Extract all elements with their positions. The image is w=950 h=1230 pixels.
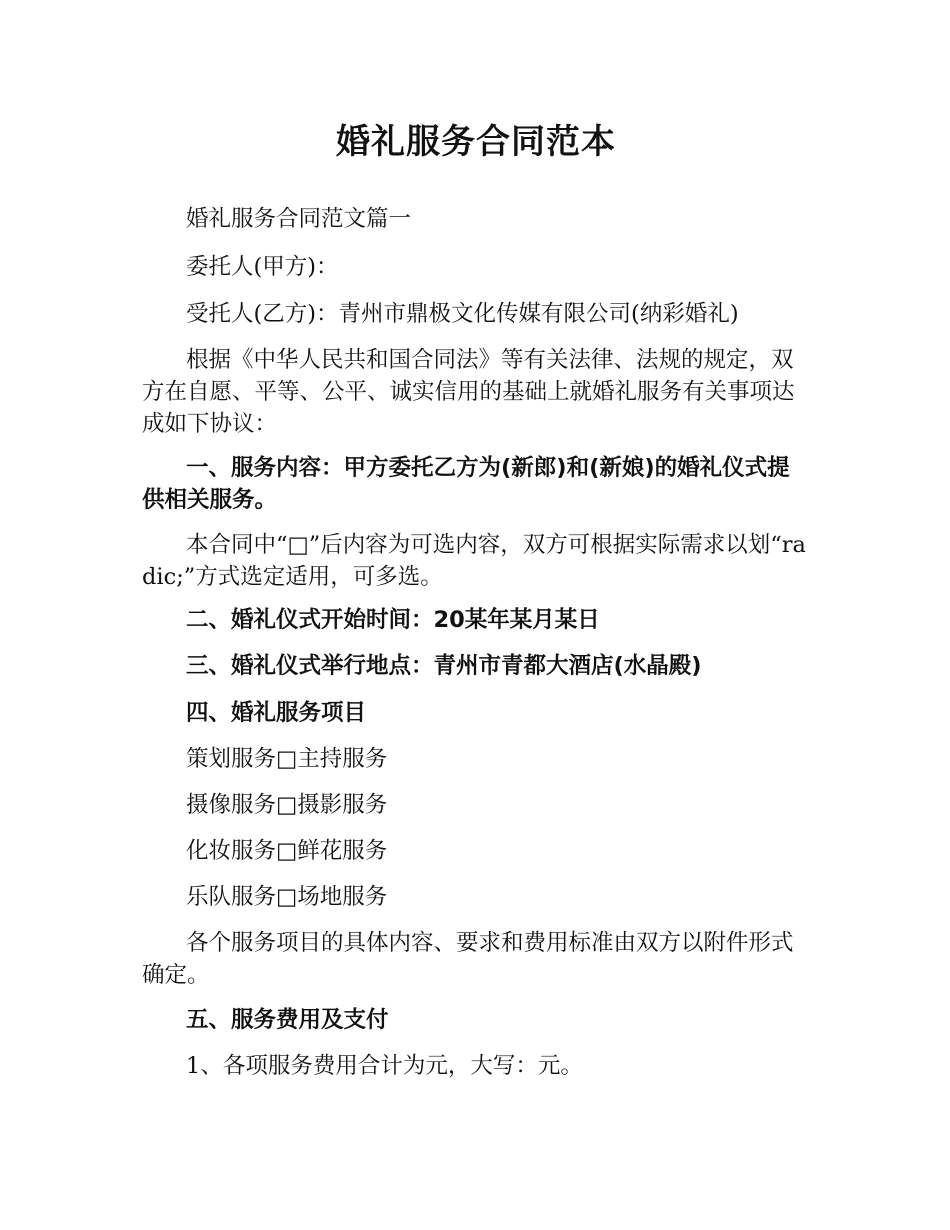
- service-item-line: 乐队服务□场地服务: [186, 884, 388, 910]
- section-heading-fees: 五、服务费用及支付: [186, 1007, 389, 1033]
- service-item-line: 策划服务□主持服务: [186, 746, 388, 772]
- section-heading-service-items: 四、婚礼服务项目: [186, 700, 367, 726]
- section-heading-start-time: 二、婚礼仪式开始时间：20某年某月某日: [186, 607, 600, 633]
- paragraph-subtitle: 婚礼服务合同范文篇一: [186, 206, 412, 232]
- paragraph-attachment-note: 各个服务项目的具体内容、要求和费用标准由双方以附件形式确定。: [142, 930, 794, 988]
- paragraph-fee-total: 1、各项服务费用合计为元，大写：元。: [186, 1053, 583, 1079]
- paragraph-preamble: 根据《中华人民共和国合同法》等有关法律、法规的规定，双方在自愿、平等、公平、诚实信用的基础上就婚礼服务有关事项达成如下协议：: [142, 347, 795, 437]
- page-title: 婚礼服务合同范本: [336, 122, 616, 162]
- service-item-line: 摄像服务□摄影服务: [186, 792, 388, 818]
- paragraph-optional-note: 本合同中“□”后内容为可选内容，双方可根据实际需求以划“radic;”方式选定适用，可多选。: [142, 532, 806, 590]
- service-item-line: 化妆服务□鲜花服务: [186, 838, 388, 864]
- paragraph-party-a: 委托人(甲方)：: [186, 254, 339, 280]
- paragraph-party-b: 受托人(乙方)：青州市鼎极文化传媒有限公司(纳彩婚礼): [186, 301, 739, 327]
- section-heading-venue: 三、婚礼仪式举行地点：青州市青都大酒店(水晶殿): [186, 653, 702, 679]
- section-heading-service-content: 一、服务内容：甲方委托乙方为(新郎)和(新娘)的婚礼仪式提供相关服务。: [142, 455, 790, 513]
